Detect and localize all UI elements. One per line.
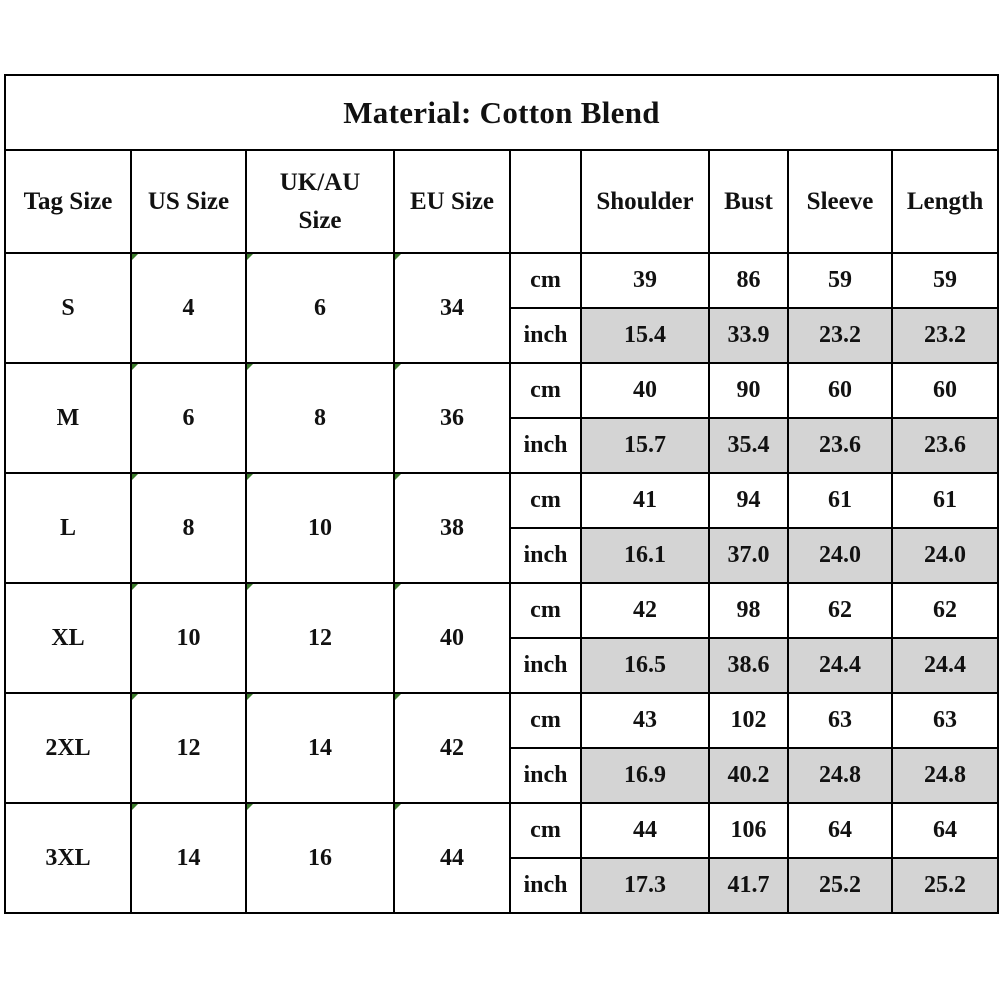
- cell-corner-marker: [132, 254, 138, 260]
- bust-inch-cell: 35.4: [709, 418, 788, 473]
- eu-size-cell-value: 38: [440, 514, 464, 541]
- unit-label-cm: cm: [510, 803, 581, 858]
- bust-cm-cell: 94: [709, 473, 788, 528]
- shoulder-cm-cell: 44: [581, 803, 709, 858]
- tag-size-cell-value: 3XL: [45, 844, 91, 871]
- shoulder-inch-cell: 16.9: [581, 748, 709, 803]
- cell-corner-marker: [395, 694, 401, 700]
- tag-size-cell: [5, 473, 131, 583]
- length-inch-cell: 23.6: [892, 418, 998, 473]
- length-inch-cell: 24.8: [892, 748, 998, 803]
- sleeve-inch-cell: 23.2: [788, 308, 892, 363]
- tag-size-cell-value: 2XL: [45, 734, 91, 761]
- header-ukau-size-line1: UK/AU: [279, 168, 361, 196]
- unit-label-inch: inch: [510, 528, 581, 583]
- cell-corner-marker: [247, 254, 253, 260]
- ukau-size-cell-value: 6: [314, 294, 326, 321]
- shoulder-cm-cell: 39: [581, 253, 709, 308]
- eu-size-cell-value: 42: [440, 734, 464, 761]
- us-size-cell: [131, 473, 246, 583]
- shoulder-cm-cell: 42: [581, 583, 709, 638]
- unit-label-inch: inch: [510, 308, 581, 363]
- table-row: [5, 253, 998, 308]
- cell-corner-marker: [247, 804, 253, 810]
- bust-cm-cell: 102: [709, 693, 788, 748]
- length-inch-cell: 24.0: [892, 528, 998, 583]
- unit-label-inch: inch: [510, 858, 581, 913]
- eu-size-cell-value: 34: [440, 294, 464, 321]
- table-title: Material: Cotton Blend: [5, 75, 998, 150]
- sleeve-cm-cell: 59: [788, 253, 892, 308]
- tag-size-cell-value: XL: [51, 624, 85, 651]
- header-shoulder: Shoulder: [581, 150, 709, 253]
- us-size-cell-value: 4: [182, 294, 195, 321]
- bust-inch-cell: 40.2: [709, 748, 788, 803]
- ukau-size-cell: [246, 693, 394, 803]
- shoulder-inch-cell: 15.4: [581, 308, 709, 363]
- cell-corner-marker: [395, 364, 401, 370]
- table-row: [5, 693, 998, 748]
- eu-size-cell-value: 40: [440, 624, 464, 651]
- ukau-size-cell-value: 16: [308, 844, 332, 871]
- cell-corner-marker: [247, 364, 253, 370]
- tag-size-cell: [5, 363, 131, 473]
- length-cm-cell: 61: [892, 473, 998, 528]
- length-cm-cell: 63: [892, 693, 998, 748]
- unit-label-cm: cm: [510, 253, 581, 308]
- ukau-size-cell-value: 12: [308, 624, 332, 651]
- cell-corner-marker: [247, 474, 253, 480]
- table-row: [5, 803, 998, 858]
- length-cm-cell: 59: [892, 253, 998, 308]
- shoulder-cm-cell: 41: [581, 473, 709, 528]
- bust-inch-cell: 33.9: [709, 308, 788, 363]
- sleeve-cm-cell: 64: [788, 803, 892, 858]
- header-bust: Bust: [709, 150, 788, 253]
- us-size-cell: [131, 693, 246, 803]
- bust-cm-cell: 98: [709, 583, 788, 638]
- sleeve-cm-cell: 63: [788, 693, 892, 748]
- us-size-cell-value: 6: [182, 404, 195, 431]
- cell-corner-marker: [395, 474, 401, 480]
- tag-size-cell-value: L: [59, 514, 76, 541]
- tag-size-cell: [5, 693, 131, 803]
- eu-size-cell: [394, 693, 510, 803]
- bust-cm-cell: 106: [709, 803, 788, 858]
- us-size-cell-value: 14: [176, 844, 201, 871]
- eu-size-cell: [394, 583, 510, 693]
- sleeve-inch-cell: 25.2: [788, 858, 892, 913]
- ukau-size-cell-value: 14: [308, 734, 332, 761]
- sleeve-inch-cell: 24.8: [788, 748, 892, 803]
- ukau-size-cell: [246, 363, 394, 473]
- ukau-size-cell: [246, 473, 394, 583]
- bust-inch-cell: 38.6: [709, 638, 788, 693]
- cell-corner-marker: [132, 364, 138, 370]
- cell-corner-marker: [132, 694, 138, 700]
- sleeve-inch-cell: 23.6: [788, 418, 892, 473]
- sleeve-inch-cell: 24.0: [788, 528, 892, 583]
- us-size-cell-value: 12: [176, 734, 201, 761]
- header-ukau-size-line2: Size: [298, 206, 342, 234]
- bust-inch-cell: 37.0: [709, 528, 788, 583]
- header-eu-size: EU Size: [394, 150, 510, 253]
- us-size-cell: [131, 583, 246, 693]
- ukau-size-cell-value: 10: [308, 514, 332, 541]
- shoulder-inch-cell: 17.3: [581, 858, 709, 913]
- header-length: Length: [892, 150, 998, 253]
- sleeve-cm-cell: 61: [788, 473, 892, 528]
- header-sleeve: Sleeve: [788, 150, 892, 253]
- header-row: [5, 150, 998, 253]
- us-size-cell-value: 10: [176, 624, 201, 651]
- length-inch-cell: 24.4: [892, 638, 998, 693]
- shoulder-cm-cell: 43: [581, 693, 709, 748]
- unit-label-cm: cm: [510, 363, 581, 418]
- length-cm-cell: 60: [892, 363, 998, 418]
- cell-corner-marker: [247, 694, 253, 700]
- tag-size-cell: [5, 253, 131, 363]
- tag-size-cell-value: S: [61, 294, 75, 321]
- tag-size-cell: [5, 803, 131, 913]
- sleeve-cm-cell: 62: [788, 583, 892, 638]
- cell-corner-marker: [395, 804, 401, 810]
- ukau-size-cell: [246, 583, 394, 693]
- table-row: [5, 583, 998, 638]
- unit-label-inch: inch: [510, 638, 581, 693]
- unit-label-inch: inch: [510, 748, 581, 803]
- sleeve-cm-cell: 60: [788, 363, 892, 418]
- bust-cm-cell: 86: [709, 253, 788, 308]
- table-row: [5, 473, 998, 528]
- shoulder-inch-cell: 15.7: [581, 418, 709, 473]
- length-inch-cell: 23.2: [892, 308, 998, 363]
- eu-size-cell: [394, 253, 510, 363]
- eu-size-cell: [394, 473, 510, 583]
- us-size-cell: [131, 363, 246, 473]
- cell-corner-marker: [132, 804, 138, 810]
- header-ukau-size: [246, 150, 394, 253]
- bust-cm-cell: 90: [709, 363, 788, 418]
- shoulder-inch-cell: 16.1: [581, 528, 709, 583]
- eu-size-cell-value: 36: [440, 404, 464, 431]
- header-unit: [510, 150, 581, 253]
- unit-label-cm: cm: [510, 583, 581, 638]
- cell-corner-marker: [395, 254, 401, 260]
- eu-size-cell-value: 44: [440, 844, 464, 871]
- ukau-size-cell-value: 8: [314, 404, 326, 431]
- tag-size-cell-value: M: [56, 404, 80, 431]
- us-size-cell-value: 8: [182, 514, 195, 541]
- us-size-cell: [131, 253, 246, 363]
- size-chart-table: [4, 74, 999, 914]
- ukau-size-cell: [246, 253, 394, 363]
- bust-inch-cell: 41.7: [709, 858, 788, 913]
- length-inch-cell: 25.2: [892, 858, 998, 913]
- eu-size-cell: [394, 363, 510, 473]
- shoulder-inch-cell: 16.5: [581, 638, 709, 693]
- sleeve-inch-cell: 24.4: [788, 638, 892, 693]
- length-cm-cell: 64: [892, 803, 998, 858]
- ukau-size-cell: [246, 803, 394, 913]
- tag-size-cell: [5, 583, 131, 693]
- us-size-cell: [131, 803, 246, 913]
- table-row: [5, 363, 998, 418]
- unit-label-inch: inch: [510, 418, 581, 473]
- shoulder-cm-cell: 40: [581, 363, 709, 418]
- cell-corner-marker: [132, 474, 138, 480]
- header-tag-size: Tag Size: [5, 150, 131, 253]
- unit-label-cm: cm: [510, 473, 581, 528]
- length-cm-cell: 62: [892, 583, 998, 638]
- eu-size-cell: [394, 803, 510, 913]
- header-us-size: US Size: [131, 150, 246, 253]
- cell-corner-marker: [395, 584, 401, 590]
- cell-corner-marker: [132, 584, 138, 590]
- cell-corner-marker: [247, 584, 253, 590]
- unit-label-cm: cm: [510, 693, 581, 748]
